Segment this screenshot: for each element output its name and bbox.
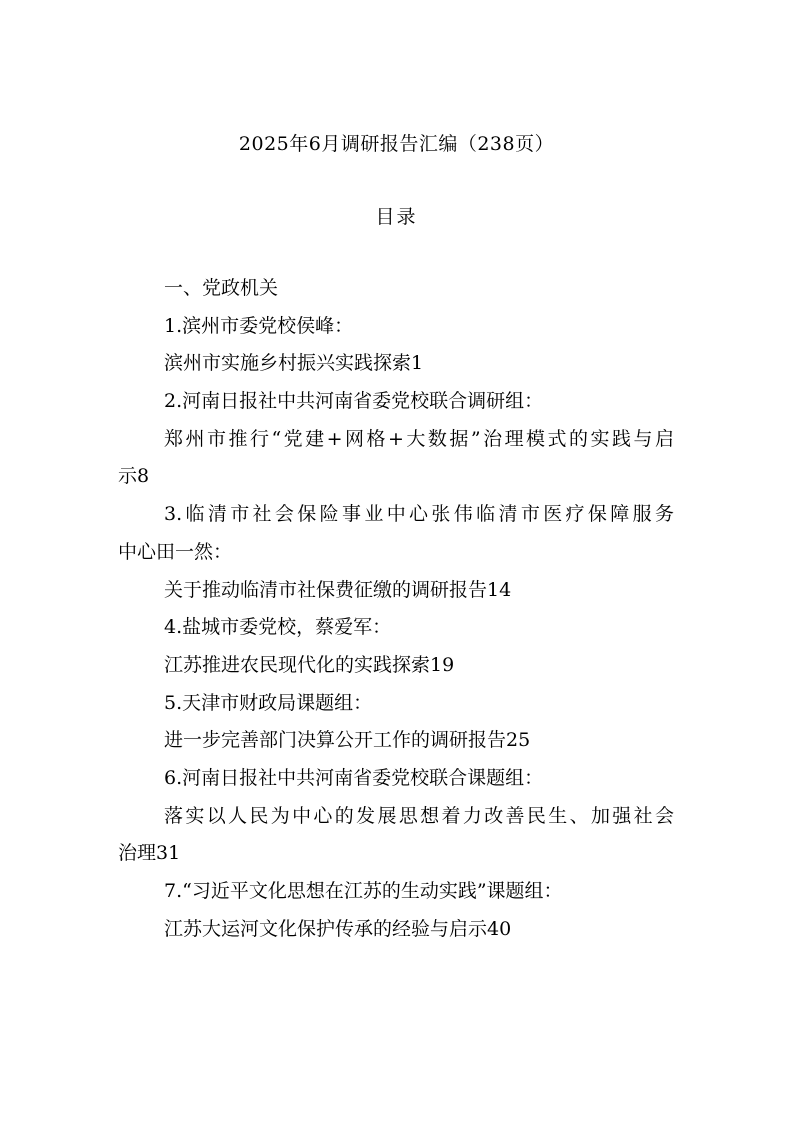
toc-entry-title: 落实以人民为中心的发展思想着力改善民生、加强社会: [164, 804, 674, 827]
toc-entry-author: 7.“习近平文化思想在江苏的生动实践”课题组：: [164, 880, 563, 902]
toc-entry-author: 5.天津市财政局课题组：: [164, 691, 373, 714]
toc-list: [118, 270, 674, 948]
toc-section-heading: 一、党政机关: [164, 277, 279, 299]
toc-entry-title: 江苏大运河文化保护传承的经验与启示40: [164, 917, 512, 940]
toc-entry-author: 2.河南日报社中共河南省委党校联合调研组：: [164, 390, 544, 413]
toc-entry-author: 4.盐城市委党校，蔡爱军：: [164, 616, 392, 639]
toc-entry-title: 滨州市实施乡村振兴实践探索1: [164, 352, 424, 375]
toc-entry-title-continuation: 示8: [118, 465, 150, 488]
toc-heading: 目录: [375, 206, 418, 228]
toc-entry-title: 江苏推进农民现代化的实践探索19: [164, 653, 455, 676]
toc-entry-author-continuation: 中心田一然：: [118, 540, 233, 563]
document-title: 2025年6月调研报告汇编（238页）: [238, 133, 555, 155]
toc-entry-title-continuation: 治理31: [118, 842, 181, 865]
toc-entry-title: 进一步完善部门决算公开工作的调研报告25: [164, 729, 531, 752]
toc-entry-author: 3.临清市社会保险事业中心张伟临清市医疗保障服务: [164, 503, 674, 526]
toc-entry-title: 郑州市推行“党建+网格+大数据”治理模式的实践与启: [164, 427, 674, 450]
toc-entry-title: 关于推动临清市社保费征缴的调研报告14: [164, 578, 512, 601]
toc-entry-author: 1.滨州市委党校侯峰：: [164, 314, 354, 337]
toc-entry-author: 6.河南日报社中共河南省委党校联合课题组：: [164, 766, 544, 789]
